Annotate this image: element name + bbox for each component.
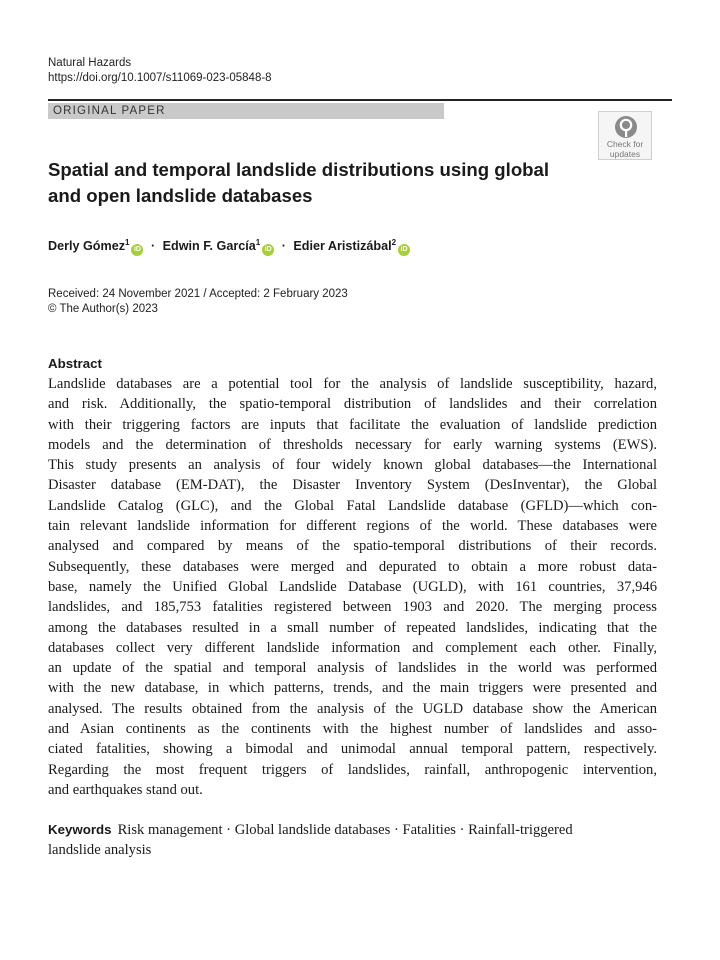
abstract-line: Landslide databases are a potential tool for the analysis of landslide susceptibility, hazard, <box>48 376 657 392</box>
abstract-line: This study presents an analysis of four widely known global databases—the International <box>48 457 657 474</box>
author-affiliation: 2 <box>391 238 397 247</box>
article-type: ORIGINAL PAPER <box>53 105 166 117</box>
abstract-line: Subsequently, these databases were merged and depurated to obtain a more robust data- <box>48 558 657 575</box>
abstract-heading: Abstract <box>48 356 102 371</box>
title-line: Spatial and temporal landslide distributions using global <box>48 159 550 180</box>
check-for-updates-label: Check for updates <box>606 139 644 159</box>
keywords-line: landslide analysis <box>48 842 152 858</box>
journal-header <box>48 56 272 86</box>
journal-name: Natural Hazards <box>48 57 132 69</box>
abstract-line: landslides, and 185,753 fatalities registered between 1903 and 2020. The merging process <box>48 599 657 616</box>
author-list <box>48 237 410 256</box>
received-accepted: Received: 24 November 2021 / Accepted: 2 February 2023 <box>48 288 348 300</box>
author-affiliation: 1 <box>255 238 261 247</box>
orcid-icon[interactable]: iD <box>131 244 143 256</box>
abstract-line: with the new database, in which patterns, trends, and the main triggers were presented and <box>48 680 657 697</box>
check-for-updates-icon <box>614 115 638 139</box>
abstract-line: Regarding the most frequent triggers of landslides, rainfall, anthropogenic intervention, <box>48 761 657 778</box>
abstract-line: and Asian continents as the continents with the highest number of landslides and asso- <box>48 721 657 738</box>
abstract-line: with their triggering factors are inputs that facilitate the evaluation of landslide prediction <box>48 416 657 433</box>
abstract-line: analysed and compared by means of the spatio-temporal distributions of their records. <box>48 538 657 555</box>
title-line: and open landslide databases <box>48 185 313 206</box>
abstract-line: base, namely the Unified Global Landslide Database (UGLD), with 161 countries, 37,946 <box>48 578 657 595</box>
author-separator: · <box>281 239 286 253</box>
author-name[interactable]: Edier Aristizábal <box>293 239 392 253</box>
orcid-icon[interactable]: iD <box>398 244 410 256</box>
author-name[interactable]: Edwin F. García <box>162 239 256 253</box>
abstract-line: ciated fatalities, showing a bimodal and unimodal annual temporal pattern, respectively. <box>48 741 657 758</box>
abstract-body <box>48 374 657 800</box>
abstract-line: Landslide Catalog (GLC), and the Global Fatal Landslide database (GFLD)—which con- <box>48 497 657 514</box>
author-name[interactable]: Derly Gómez <box>48 239 125 253</box>
author-affiliation: 1 <box>125 238 130 247</box>
abstract-line: models and the determination of thresholds necessary for early warning systems (EWS). <box>48 436 657 453</box>
check-for-updates-badge[interactable] <box>598 111 652 160</box>
author-separator: · <box>150 239 156 253</box>
paper-title <box>48 157 588 209</box>
abstract-line: Disaster database (EM-DAT), the Disaster Inventory System (DesInventar), the Global <box>48 477 657 494</box>
doi-link[interactable]: https://doi.org/10.1007/s11069-023-05848-8 <box>48 72 272 84</box>
abstract-line: and earthquakes stand out. <box>48 781 203 798</box>
keywords-section <box>48 820 657 860</box>
abstract-line: tain relevant landslide information for different regions of the world. These databases were <box>48 518 657 535</box>
header-rule <box>48 99 672 101</box>
abstract-line: among the databases resulted in a small number of repeated landslides, indicating that the <box>48 619 657 636</box>
orcid-icon[interactable]: iD <box>262 244 274 256</box>
copyright: © The Author(s) 2023 <box>48 303 158 315</box>
keywords-text: Risk management · Global landslide databases · Fatalities · Rainfall-triggered <box>117 822 573 838</box>
abstract-line: an update of the spatial and temporal analysis of landslides in the world was performed <box>48 660 657 677</box>
keywords-label: Keywords <box>48 822 112 837</box>
keywords-line <box>48 820 657 840</box>
abstract-line: analysed. The results obtained from the analysis of the UGLD database show the American <box>48 700 657 717</box>
abstract-line: and risk. Additionally, the spatio-temporal distribution of landslides and their correlation <box>48 396 657 413</box>
publication-dates <box>48 287 348 317</box>
abstract-line: databases collect very different landslide information and complement each other. Finally, <box>48 639 657 656</box>
